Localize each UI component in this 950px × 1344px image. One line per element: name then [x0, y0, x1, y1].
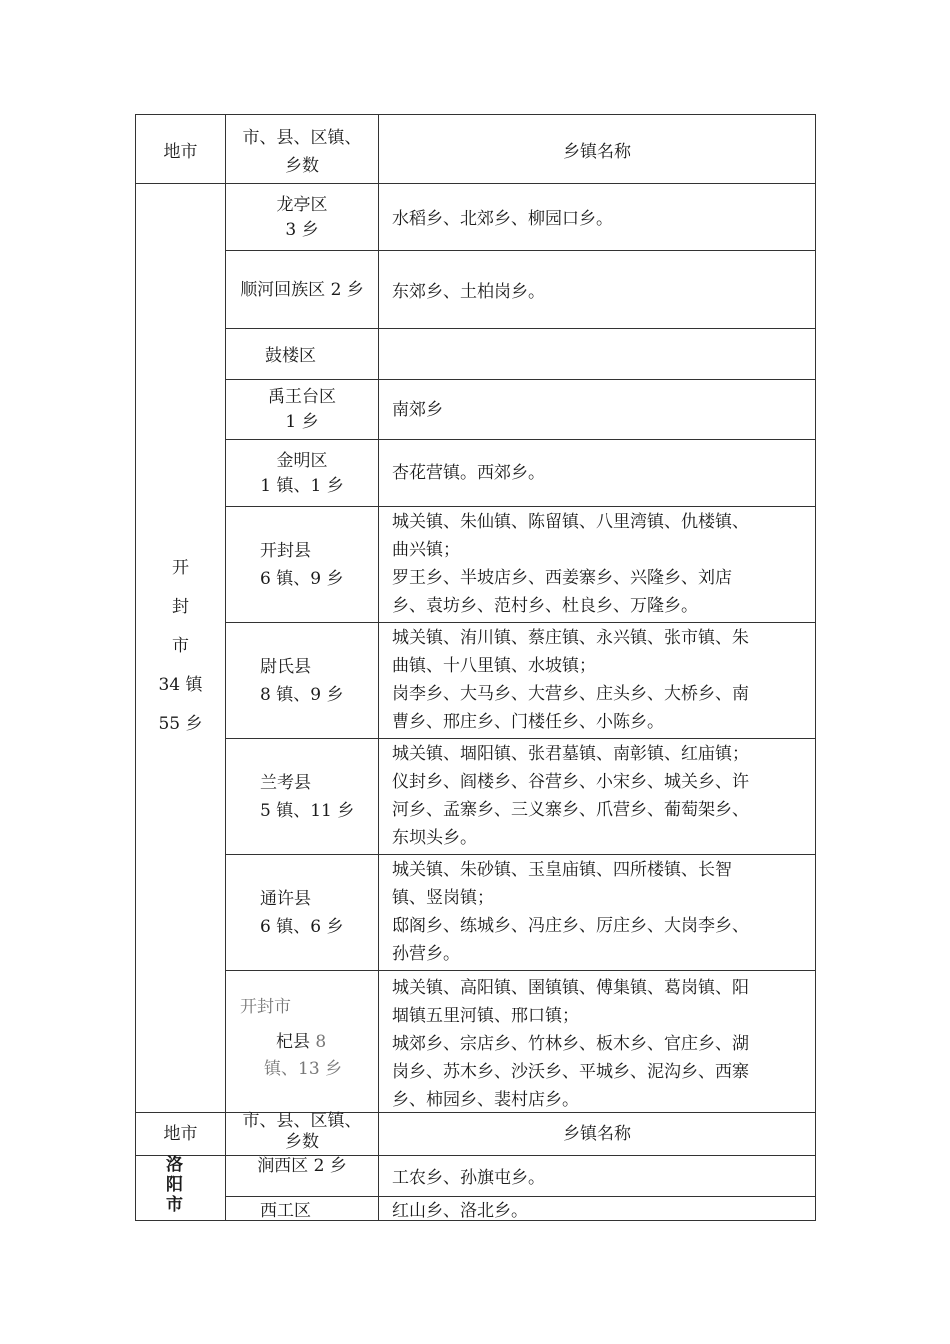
district-count: 8 镇、9 乡: [260, 685, 344, 705]
town-line: 东郊乡、土柏岗乡。: [392, 282, 545, 302]
town-line: 罗王乡、半坡店乡、西姜寨乡、兴隆乡、刘店: [392, 568, 732, 588]
header-county: [226, 1111, 378, 1153]
district-label: 禹王台区: [268, 387, 336, 407]
district-label: 顺河回族区 2 乡: [240, 280, 364, 300]
district-name: [260, 885, 343, 941]
city-luoyang: [136, 1155, 213, 1215]
district-name: [276, 1028, 326, 1056]
row-divider: [225, 738, 816, 739]
district-count: 镇、13 乡: [264, 1059, 343, 1079]
header-city: 地市: [163, 1124, 198, 1144]
district-name: [260, 769, 354, 825]
district-count: 6 镇、9 乡: [260, 569, 344, 589]
town-line: 城郊乡、宗店乡、竹林乡、板木乡、官庄乡、湖: [392, 1034, 749, 1054]
town-line: 堌镇五里河镇、邢口镇；: [392, 1006, 579, 1026]
town-line: 曲兴镇；: [392, 540, 460, 560]
town-line: 乡、袁坊乡、范村乡、杜良乡、万隆乡。: [392, 596, 698, 616]
town-list: [392, 624, 749, 736]
town-list: [392, 205, 613, 233]
town-line: 河乡、孟寨乡、三义寨乡、爪营乡、葡萄架乡、: [392, 800, 749, 820]
town-line: 城关镇、朱砂镇、玉皇庙镇、四所楼镇、长智: [392, 860, 732, 880]
district-name: [226, 193, 378, 243]
row-divider: [135, 183, 816, 184]
town-line: 工农乡、孙旗屯乡。: [392, 1168, 545, 1188]
district-name: [226, 1152, 378, 1180]
row-divider: [225, 506, 816, 507]
row-divider: [225, 379, 816, 380]
district-count: 6 镇、6 乡: [260, 917, 344, 937]
row-divider: [225, 622, 816, 623]
town-line: 乡、柿园乡、裴村店乡。: [392, 1090, 579, 1110]
row-divider: [225, 328, 816, 329]
town-line: 岗李乡、大马乡、大营乡、庄头乡、大桥乡、南: [392, 684, 749, 704]
row-divider: [225, 854, 816, 855]
header-city: 地市: [163, 142, 198, 162]
table-border: [135, 114, 816, 115]
district-prefix: 开封市: [240, 997, 291, 1017]
header-county: [226, 124, 378, 180]
city-kaifeng-towns: 34 镇: [158, 675, 203, 695]
town-line: 城关镇、堌阳镇、张君墓镇、南彰镇、红庙镇；: [392, 744, 749, 764]
header-towns: 乡镇名称: [563, 142, 631, 162]
town-line: 东坝头乡。: [392, 828, 477, 848]
district-name: [226, 449, 378, 499]
district-count: 3 乡: [285, 220, 319, 240]
town-line: 城关镇、高阳镇、圉镇镇、傅集镇、葛岗镇、阳: [392, 978, 749, 998]
town-line: 城关镇、朱仙镇、陈留镇、八里湾镇、仇楼镇、: [392, 512, 749, 532]
district-label: 涧西区 2 乡: [257, 1156, 347, 1176]
row-divider: [225, 250, 816, 251]
town-line: 曲镇、十八里镇、水坡镇；: [392, 656, 596, 676]
district-name: [265, 342, 316, 370]
district-label: 通许县: [260, 889, 311, 909]
header-towns: 乡镇名称: [563, 1124, 631, 1144]
district-count: 5 镇、11 乡: [260, 801, 355, 821]
town-list: [392, 459, 545, 487]
district-label: 龙亭区: [276, 195, 328, 215]
header-county-line1: 市、县、区镇、: [242, 128, 362, 148]
city-kaifeng-line3: 市: [172, 636, 189, 656]
city-kaifeng-line1: 开: [172, 558, 189, 578]
district-label: 西工区: [260, 1201, 311, 1221]
city-kaifeng-line2: 封: [172, 597, 189, 617]
town-list: [392, 278, 545, 306]
city-luoyang-line1: 洛: [166, 1155, 183, 1175]
town-list: [392, 1164, 545, 1192]
district-label: 金明区: [276, 451, 328, 471]
town-list: [392, 396, 443, 424]
district-label: 兰考县: [260, 773, 311, 793]
header-county-line2: 乡数: [285, 156, 319, 176]
district-count: 1 乡: [285, 412, 319, 432]
town-line: 曹乡、邢庄乡、门楼任乡、小陈乡。: [392, 712, 664, 732]
town-list: [392, 1197, 528, 1225]
header-county-line1: 市、县、区镇、: [242, 1111, 362, 1131]
district-count: 8: [315, 1032, 327, 1052]
town-list: [392, 508, 749, 620]
town-line: 镇、竖岗镇；: [392, 888, 494, 908]
district-count: 1 镇、1 乡: [260, 476, 344, 496]
row-divider: [225, 439, 816, 440]
town-line: 杏花营镇。西郊乡。: [392, 463, 545, 483]
town-line: 岗乡、苏木乡、沙沃乡、平城乡、泥沟乡、西寨: [392, 1062, 749, 1082]
district-label: 杞县: [276, 1032, 310, 1052]
town-line: 南郊乡: [392, 400, 443, 420]
town-line: 邸阁乡、练城乡、冯庄乡、厉庄乡、大岗李乡、: [392, 916, 749, 936]
town-line: 孙营乡。: [392, 944, 460, 964]
header-county-line2: 乡数: [285, 1132, 319, 1152]
town-line: 红山乡、洛北乡。: [392, 1201, 528, 1221]
district-name: [260, 1197, 311, 1225]
city-kaifeng: [136, 549, 225, 744]
column-divider: [378, 114, 379, 1221]
city-luoyang-line2: 阳: [166, 1175, 183, 1195]
row-divider: [225, 970, 816, 971]
district-label: 鼓楼区: [265, 346, 316, 366]
town-line: 仪封乡、阎楼乡、谷营乡、小宋乡、城关乡、许: [392, 772, 749, 792]
district-label: 尉氏县: [260, 657, 311, 677]
city-kaifeng-villages: 55 乡: [158, 714, 203, 734]
district-name: [226, 276, 378, 304]
town-list: [392, 856, 749, 968]
town-line: 水稻乡、北郊乡、柳园口乡。: [392, 209, 613, 229]
district-name: [260, 653, 343, 709]
table-border: [815, 114, 816, 1221]
town-list: [392, 740, 749, 852]
city-luoyang-line3: 市: [166, 1195, 183, 1215]
district-name: [226, 385, 378, 435]
district-name: [260, 537, 343, 593]
district-label: 开封县: [260, 541, 311, 561]
town-list: [392, 974, 749, 1114]
town-line: 城关镇、洧川镇、蔡庄镇、永兴镇、张市镇、朱: [392, 628, 749, 648]
